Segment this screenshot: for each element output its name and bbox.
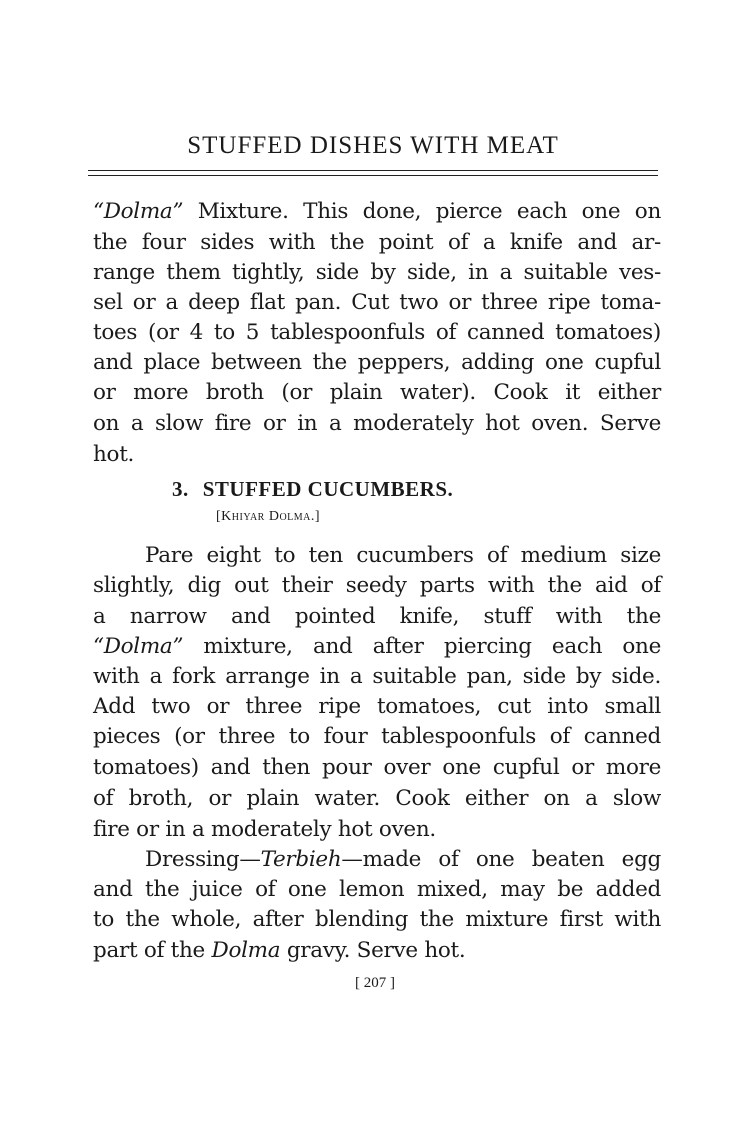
page-number: [ 207 ] [355,975,395,991]
section-heading [172,477,453,502]
section-subtitle: [Khiyar Dolma.] [216,509,321,524]
section-title: STUFFED CUCUMBERS. [202,477,454,501]
paragraph3-line: to the whole, after blending the mixture first with [93,907,661,932]
paragraph2-line: Pare eight to ten cucumbers of medium size [145,543,661,568]
paragraph1-line: hot. [93,442,135,467]
running-head: STUFFED DISHES WITH MEAT [187,132,559,159]
paragraph2-line: pieces (or three to four tablespoonfuls of canned [93,724,661,749]
paragraph2-line: fire or in a moderately hot oven. [93,817,436,842]
paragraph2-line: “Dolma” mixture, and after piercing each one [93,634,661,659]
paragraph2-line: Add two or three ripe tomatoes, cut into small [93,694,661,719]
dolma-italic: Dolma [211,938,281,963]
paragraph1-line: “Dolma” Mixture. This done, pierce each one on [93,199,661,224]
paragraph1-line: the four sides with the point of a knife and ar- [93,230,661,255]
paragraph1-line: sel or a deep flat pan. Cut two or three ripe toma- [93,290,661,315]
paragraph3-line: Dressing—Terbieh—made of one beaten egg [145,847,661,872]
section-number: 3. [172,477,189,501]
header-rule-bottom [88,175,658,176]
paragraph1-line: or more broth (or plain water). Cook it either [93,380,661,405]
paragraph2-line: with a fork arrange in a suitable pan, side by side. [93,664,661,689]
dolma-italic: “Dolma” [93,634,184,659]
paragraph1-line: range them tightly, side by side, in a suitable ves- [93,260,661,285]
header-rule-top [88,170,658,171]
paragraph1-line: on a slow fire or in a moderately hot oven. Serve [93,411,661,436]
paragraph2-line: slightly, dig out their seedy parts with the aid of [93,573,661,598]
paragraph3-line: part of the Dolma gravy. Serve hot. [93,938,466,963]
paragraph3-line: and the juice of one lemon mixed, may be added [93,877,661,902]
terbieh-italic: Terbieh [260,847,342,872]
dolma-italic: “Dolma” [93,199,184,224]
paragraph2-line: a narrow and pointed knife, stuff with the [93,604,661,629]
paragraph2-line: of broth, or plain water. Cook either on a slow [93,786,661,811]
paragraph1-line: toes (or 4 to 5 tablespoonfuls of canned tomatoes) [93,320,661,345]
paragraph1-line: and place between the peppers, adding one cupful [93,350,661,375]
paragraph2-line: tomatoes) and then pour over one cupful or more [93,755,661,780]
